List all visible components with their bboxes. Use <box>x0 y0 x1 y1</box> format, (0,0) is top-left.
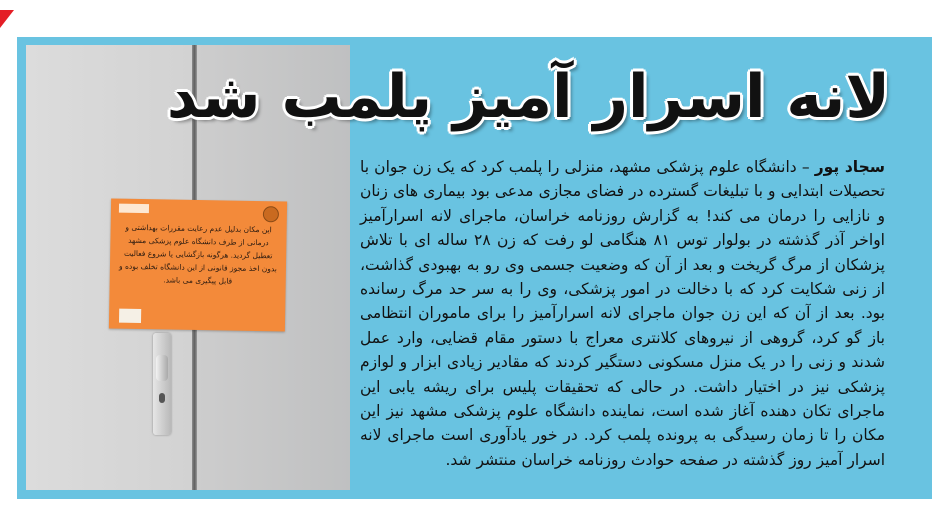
seal-notice-text: این مکان بدلیل عدم رعایت مقررات بهداشتی و درمانی از طرف دانشگاه علوم پزشکی مشهد تعطیل گردید. هرگونه بازگشایی یا شروع فعالیت بدون اخذ مجوز قانونی از این دانشگاه تخلف بوده و قابل پیگیری می باشد. <box>118 222 278 286</box>
seal-notice <box>109 198 287 331</box>
stamp-icon <box>119 309 141 323</box>
corner-accent <box>0 10 14 28</box>
headline: لانه اسرار آمیز پلمب شد <box>166 62 890 132</box>
byline-dash: – <box>796 158 815 176</box>
keyhole-icon <box>159 393 165 403</box>
article-text: دانشگاه علوم پزشکی مشهد، منزلی را پلمب کرد که یک زن جوان با تحصیلات ابتدایی و با تبلیغات گسترده در فضای مجازی مدعی بود بیماری های زنان و نازایی را درمان می کند! به گزارش روزنامه خراسان، ماجرای لانه اسرارآمیز اواخر آذر گذشته در بولوار توس ۸۱ هنگامی لو رفت که زن ۲۸ ساله ای با تلاش پزشکان از مرگ گریخت و بعد از آن که وضعیت جسمی وی رو به بهبودی گذاشت، از زنی شکایت کرد که با دخالت در امور پزشکی، وی را به سر حد مرگ رسانده بود. بعد از آن که این زن جوان ماجرای لانه اسرارآمیز را برای ماموران انتظامی باز گو کرد، گروهی از نیروهای کلانتری معراج با دستور مقام قضایی، وارد عمل شدند و زنی را در یک منزل مسکونی دستگیر کردند که مقادیر زیادی ابزار و لوازم پزشکی نیز در اختیار داشت. در حالی که تحقیقات پلیس برای ریشه یابی این ماجرای تکان دهنده آغاز شده است، نماینده دانشگاه علوم پزشکی مشهد نیز این مکان را تا زمان رسیدگی به پرونده پلمب کرد. در خور یادآوری است ماجرای لانه اسرار آمیز روز گذشته در صفحه حوادث روزنامه خراسان منتشر شد. <box>360 158 885 469</box>
byline: سجاد پور <box>814 158 886 176</box>
notice-tag <box>119 204 149 214</box>
door-lever-icon <box>156 355 168 381</box>
door-handle <box>153 333 171 435</box>
university-logo-icon <box>263 206 279 222</box>
article-body <box>360 155 885 485</box>
